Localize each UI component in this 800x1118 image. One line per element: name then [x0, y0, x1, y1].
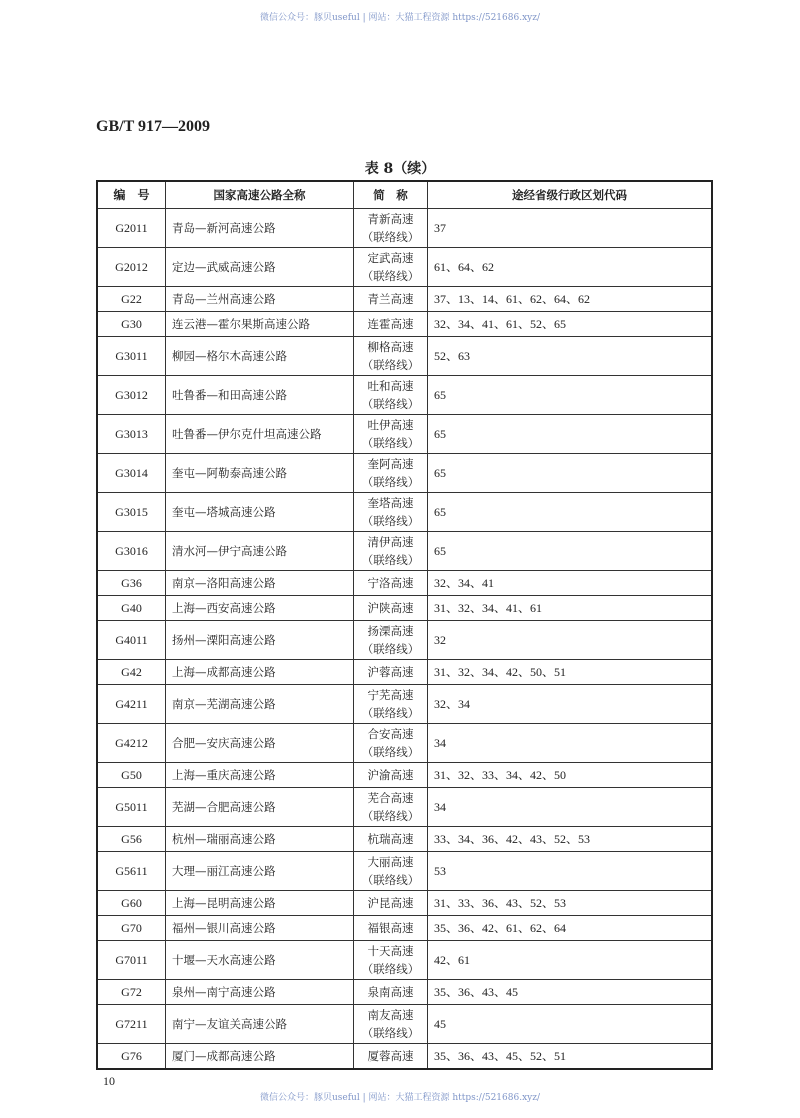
short-name: 厦蓉高速 — [367, 1049, 414, 1063]
cell-short-name — [354, 685, 428, 724]
table-row — [97, 209, 712, 248]
cell-region-codes: 61、64、62 — [428, 248, 713, 287]
short-name: 沪陕高速 — [367, 601, 414, 615]
connector-line-note: （联络线） — [361, 358, 420, 372]
watermark-top: 微信公众号：豚贝useful | 网站：大猫工程资源 https://521686.xyz/ — [259, 13, 541, 23]
cell-code: G3016 — [97, 532, 166, 571]
table-row — [97, 1044, 712, 1070]
cell-full-name: 上海—西安高速公路 — [166, 596, 354, 621]
table-row — [97, 685, 712, 724]
cell-region-codes: 65 — [428, 532, 713, 571]
cell-code: G36 — [97, 571, 166, 596]
header-full-name: 国家高速公路全称 — [166, 181, 354, 209]
table-row — [97, 891, 712, 916]
cell-short-name — [354, 287, 428, 312]
cell-short-name — [354, 1005, 428, 1044]
table-row — [97, 621, 712, 660]
short-name: 扬溧高速 — [367, 624, 414, 638]
connector-line-note: （联络线） — [361, 962, 420, 976]
short-name: 杭瑞高速 — [367, 832, 414, 846]
short-name: 福银高速 — [367, 921, 414, 935]
cell-full-name: 上海—重庆高速公路 — [166, 763, 354, 788]
cell-short-name — [354, 454, 428, 493]
short-name: 泉南高速 — [367, 985, 414, 999]
cell-full-name: 十堰—天水高速公路 — [166, 941, 354, 980]
cell-short-name — [354, 571, 428, 596]
short-name: 连霍高速 — [367, 317, 414, 331]
cell-full-name: 清水河—伊宁高速公路 — [166, 532, 354, 571]
cell-short-name — [354, 1044, 428, 1070]
cell-code: G2012 — [97, 248, 166, 287]
cell-region-codes: 31、32、34、41、61 — [428, 596, 713, 621]
table-row — [97, 454, 712, 493]
table-row — [97, 1005, 712, 1044]
cell-code: G4211 — [97, 685, 166, 724]
short-name: 沪昆高速 — [367, 896, 414, 910]
cell-full-name: 奎屯—阿勒泰高速公路 — [166, 454, 354, 493]
cell-full-name: 芜湖—合肥高速公路 — [166, 788, 354, 827]
short-name: 十天高速 — [367, 944, 414, 958]
cell-region-codes: 31、32、33、34、42、50 — [428, 763, 713, 788]
cell-short-name — [354, 763, 428, 788]
cell-code: G50 — [97, 763, 166, 788]
cell-region-codes: 37 — [428, 209, 713, 248]
cell-short-name — [354, 788, 428, 827]
watermark-bottom: 微信公众号：豚贝useful | 网站：大猫工程资源 https://521686.xyz/ — [259, 1093, 541, 1103]
cell-region-codes: 53 — [428, 852, 713, 891]
short-name: 宁芜高速 — [367, 688, 414, 702]
cell-region-codes: 32、34、41 — [428, 571, 713, 596]
cell-region-codes: 65 — [428, 415, 713, 454]
page-number: 10 — [103, 1074, 115, 1088]
connector-line-note: （联络线） — [361, 475, 420, 489]
cell-code: G7211 — [97, 1005, 166, 1044]
table-row — [97, 941, 712, 980]
short-name: 青新高速 — [367, 212, 414, 226]
cell-code: G60 — [97, 891, 166, 916]
cell-region-codes: 31、33、36、43、52、53 — [428, 891, 713, 916]
cell-short-name — [354, 852, 428, 891]
connector-line-note: （联络线） — [361, 553, 420, 567]
cell-short-name — [354, 660, 428, 685]
short-name: 沪蓉高速 — [367, 665, 414, 679]
cell-full-name: 青岛—新河高速公路 — [166, 209, 354, 248]
table-row — [97, 660, 712, 685]
cell-full-name: 南京—芜湖高速公路 — [166, 685, 354, 724]
cell-region-codes: 65 — [428, 493, 713, 532]
cell-code: G3014 — [97, 454, 166, 493]
cell-full-name: 合肥—安庆高速公路 — [166, 724, 354, 763]
short-name: 青兰高速 — [367, 292, 414, 306]
short-name: 合安高速 — [367, 727, 414, 741]
cell-code: G3013 — [97, 415, 166, 454]
short-name: 柳格高速 — [367, 340, 414, 354]
cell-full-name: 定边—武威高速公路 — [166, 248, 354, 287]
table-caption: 表 8（续） — [364, 161, 436, 177]
cell-short-name — [354, 209, 428, 248]
cell-code: G72 — [97, 980, 166, 1005]
table-row — [97, 287, 712, 312]
connector-line-note: （联络线） — [361, 873, 420, 887]
cell-full-name: 奎屯—塔城高速公路 — [166, 493, 354, 532]
connector-line-note: （联络线） — [361, 436, 420, 450]
table-row — [97, 312, 712, 337]
connector-line-note: （联络线） — [361, 269, 420, 283]
short-name: 宁洛高速 — [367, 576, 414, 590]
cell-region-codes: 65 — [428, 454, 713, 493]
cell-code: G4212 — [97, 724, 166, 763]
cell-code: G42 — [97, 660, 166, 685]
cell-full-name: 上海—昆明高速公路 — [166, 891, 354, 916]
cell-code: G3015 — [97, 493, 166, 532]
cell-full-name: 青岛—兰州高速公路 — [166, 287, 354, 312]
table-row — [97, 376, 712, 415]
table-row — [97, 337, 712, 376]
cell-code: G5011 — [97, 788, 166, 827]
connector-line-note: （联络线） — [361, 397, 420, 411]
table-row — [97, 415, 712, 454]
table-row — [97, 493, 712, 532]
cell-short-name — [354, 248, 428, 287]
cell-region-codes: 33、34、36、42、43、52、53 — [428, 827, 713, 852]
cell-short-name — [354, 891, 428, 916]
table-row — [97, 571, 712, 596]
short-name: 吐和高速 — [367, 379, 414, 393]
connector-line-note: （联络线） — [361, 706, 420, 720]
table-row — [97, 788, 712, 827]
cell-short-name — [354, 941, 428, 980]
cell-code: G3011 — [97, 337, 166, 376]
cell-short-name — [354, 596, 428, 621]
cell-full-name: 吐鲁番—伊尔克什坦高速公路 — [166, 415, 354, 454]
table-row — [97, 248, 712, 287]
cell-region-codes: 32、34 — [428, 685, 713, 724]
cell-short-name — [354, 532, 428, 571]
short-name: 沪渝高速 — [367, 768, 414, 782]
header-code: 编 号 — [97, 181, 166, 209]
cell-short-name — [354, 493, 428, 532]
cell-code: G2011 — [97, 209, 166, 248]
cell-code: G22 — [97, 287, 166, 312]
cell-region-codes: 31、32、34、42、50、51 — [428, 660, 713, 685]
short-name: 芜合高速 — [367, 791, 414, 805]
cell-short-name — [354, 724, 428, 763]
cell-region-codes: 34 — [428, 724, 713, 763]
table-row — [97, 596, 712, 621]
cell-short-name — [354, 312, 428, 337]
cell-short-name — [354, 376, 428, 415]
highway-table — [96, 180, 713, 1070]
cell-full-name: 南宁—友谊关高速公路 — [166, 1005, 354, 1044]
cell-full-name: 南京—洛阳高速公路 — [166, 571, 354, 596]
short-name: 定武高速 — [367, 251, 414, 265]
cell-full-name: 泉州—南宁高速公路 — [166, 980, 354, 1005]
cell-code: G3012 — [97, 376, 166, 415]
table-row — [97, 763, 712, 788]
cell-short-name — [354, 415, 428, 454]
short-name: 清伊高速 — [367, 535, 414, 549]
table-row — [97, 827, 712, 852]
cell-region-codes: 42、61 — [428, 941, 713, 980]
connector-line-note: （联络线） — [361, 809, 420, 823]
cell-code: G56 — [97, 827, 166, 852]
cell-code: G30 — [97, 312, 166, 337]
cell-full-name: 连云港—霍尔果斯高速公路 — [166, 312, 354, 337]
cell-short-name — [354, 621, 428, 660]
cell-full-name: 大理—丽江高速公路 — [166, 852, 354, 891]
cell-region-codes: 45 — [428, 1005, 713, 1044]
cell-region-codes: 37、13、14、61、62、64、62 — [428, 287, 713, 312]
cell-region-codes: 35、36、43、45、52、51 — [428, 1044, 713, 1070]
cell-code: G7011 — [97, 941, 166, 980]
cell-full-name: 杭州—瑞丽高速公路 — [166, 827, 354, 852]
cell-code: G5611 — [97, 852, 166, 891]
cell-code: G70 — [97, 916, 166, 941]
header-short-name: 简 称 — [354, 181, 428, 209]
table-row — [97, 980, 712, 1005]
short-name: 奎阿高速 — [367, 457, 414, 471]
cell-region-codes: 35、36、42、61、62、64 — [428, 916, 713, 941]
cell-code: G76 — [97, 1044, 166, 1070]
cell-full-name: 吐鲁番—和田高速公路 — [166, 376, 354, 415]
cell-short-name — [354, 337, 428, 376]
connector-line-note: （联络线） — [361, 642, 420, 656]
cell-full-name: 厦门—成都高速公路 — [166, 1044, 354, 1070]
table-row — [97, 724, 712, 763]
cell-region-codes: 34 — [428, 788, 713, 827]
short-name: 南友高速 — [367, 1008, 414, 1022]
cell-region-codes: 32、34、41、61、52、65 — [428, 312, 713, 337]
short-name: 大丽高速 — [367, 855, 414, 869]
table-header-row — [97, 181, 712, 209]
standard-number: GB/T 917—2009 — [96, 118, 210, 135]
connector-line-note: （联络线） — [361, 1026, 420, 1040]
table-row — [97, 532, 712, 571]
cell-full-name: 福州—银川高速公路 — [166, 916, 354, 941]
table-row — [97, 916, 712, 941]
cell-region-codes: 52、63 — [428, 337, 713, 376]
header-region-codes: 途经省级行政区划代码 — [428, 181, 713, 209]
cell-full-name: 扬州—溧阳高速公路 — [166, 621, 354, 660]
short-name: 奎塔高速 — [367, 496, 414, 510]
connector-line-note: （联络线） — [361, 514, 420, 528]
cell-full-name: 柳园—格尔木高速公路 — [166, 337, 354, 376]
connector-line-note: （联络线） — [361, 230, 420, 244]
cell-region-codes: 35、36、43、45 — [428, 980, 713, 1005]
short-name: 吐伊高速 — [367, 418, 414, 432]
cell-short-name — [354, 980, 428, 1005]
cell-full-name: 上海—成都高速公路 — [166, 660, 354, 685]
table-row — [97, 852, 712, 891]
cell-short-name — [354, 827, 428, 852]
cell-code: G4011 — [97, 621, 166, 660]
connector-line-note: （联络线） — [361, 745, 420, 759]
cell-code: G40 — [97, 596, 166, 621]
cell-short-name — [354, 916, 428, 941]
cell-region-codes: 32 — [428, 621, 713, 660]
cell-region-codes: 65 — [428, 376, 713, 415]
